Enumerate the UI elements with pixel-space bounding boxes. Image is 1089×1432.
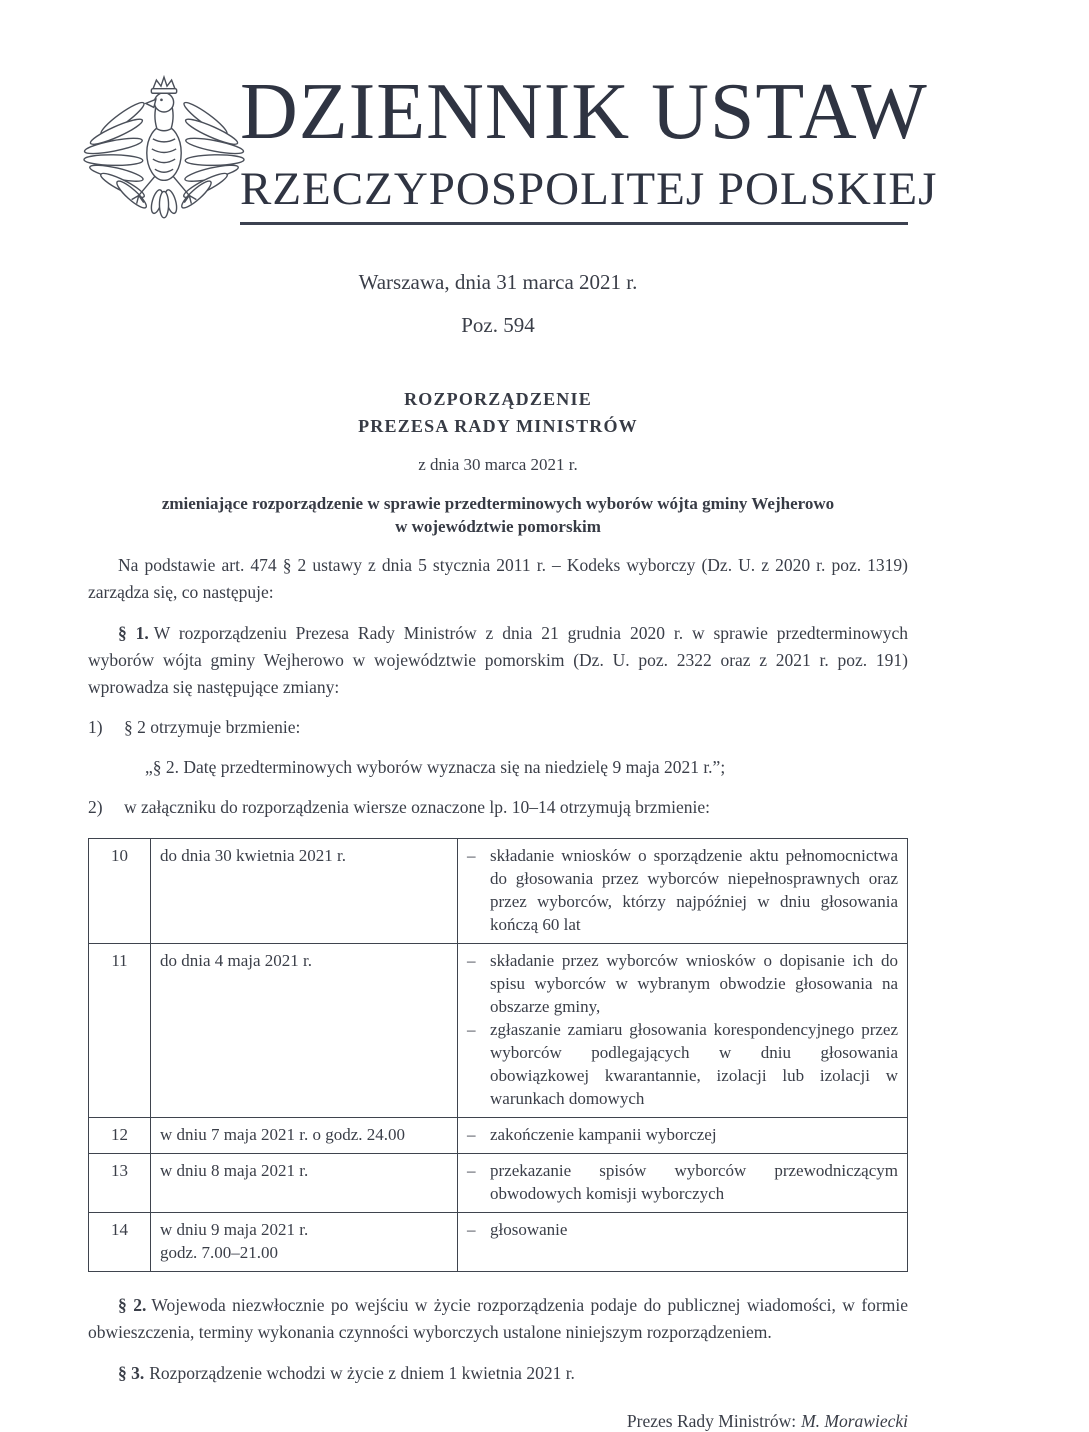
row-date-cell (151, 1213, 458, 1272)
masthead-rule (240, 222, 908, 225)
table-row (89, 1213, 908, 1272)
activity-text: przekazanie spisów wyborców przewodniczącym obwodowych komisji wyborczych (490, 1161, 898, 1203)
paragraph-3-label: § 3. (118, 1363, 145, 1383)
activity-item (467, 1218, 898, 1241)
paragraph-2 (88, 1292, 908, 1346)
polish-eagle-coat-of-arms-icon (88, 72, 240, 234)
dash-bullet: – (467, 846, 476, 865)
row-number-cell: 13 (89, 1154, 151, 1213)
row-date-cell (151, 839, 458, 944)
list-item-2-number: 2) (88, 797, 103, 817)
list-item-2-text: w załączniku do rozporządzenia wiersze oznaczone lp. 10–14 otrzymują brzmienie: (124, 797, 710, 817)
act-type-line1: ROZPORZĄDZENIE (404, 389, 592, 409)
journal-subtitle: RZECZYPOSPOLITEJ POLSKIEJ (240, 163, 938, 215)
row-activity-cell (458, 839, 908, 944)
row-activity-cell (458, 1213, 908, 1272)
row-date-cell (151, 1154, 458, 1213)
table-row (89, 839, 908, 944)
signature-name: M. Morawiecki (801, 1411, 908, 1431)
row-activity-cell (458, 944, 908, 1118)
list-item-1 (88, 714, 908, 741)
activity-item (467, 1123, 898, 1146)
dash-bullet: – (467, 1220, 476, 1239)
paragraph-3 (88, 1360, 908, 1387)
paragraph-2-label: § 2. (118, 1295, 147, 1315)
row-date-cell (151, 1118, 458, 1154)
intro-paragraph: Na podstawie art. 474 § 2 ustawy z dnia 5 stycznia 2011 r. – Kodeks wyborczy (Dz. U. z 2020 r. poz. 1319) zarządza się, co następuje: (88, 555, 908, 602)
table-row (89, 1118, 908, 1154)
list-item-1-number: 1) (88, 717, 103, 737)
activity-text: składanie wniosków o sporządzenie aktu pełnomocnictwa do głosowania przez wyborców niepełnosprawnych oraz przez wyborców, którzy najpóźniej w dniu głosowania kończą 60 lat (490, 846, 898, 934)
list-item-1-text: § 2 otrzymuje brzmienie: (124, 717, 301, 737)
position-number: Poz. 594 (461, 313, 535, 337)
row-number-cell: 11 (89, 944, 151, 1118)
activity-item (467, 1018, 898, 1110)
act-type-heading (88, 386, 908, 440)
act-date: z dnia 30 marca 2021 r. (418, 455, 578, 474)
row-date: w dniu 9 maja 2021 r. (160, 1220, 309, 1239)
paragraph-1 (88, 620, 908, 701)
row-date-cell (151, 944, 458, 1118)
act-subject (88, 492, 908, 538)
journal-title: DZIENNIK USTAW (240, 68, 928, 156)
activity-text: głosowanie (490, 1220, 568, 1239)
act-subject-line1: zmieniające rozporządzenie w sprawie przedterminowych wyborów wójta gminy Wejherowo (161, 494, 835, 513)
table-row (89, 1154, 908, 1213)
row-activity-cell (458, 1118, 908, 1154)
act-type-line2: PREZESA RADY MINISTRÓW (358, 416, 638, 436)
activity-item (467, 844, 898, 936)
paragraph-1-label: § 1. (118, 623, 149, 643)
paragraph-1-text: W rozporządzeniu Prezesa Rady Ministrów z dnia 21 grudnia 2020 r. w sprawie przedterminowych wyborów wójta gminy Wejherowo w województwie pomorskim (Dz. U. poz. 2322 oraz z 2021 r. poz. 191) wprowadza się następujące zmiany: (88, 623, 908, 697)
activity-text: zakończenie kampanii wyborczej (490, 1125, 717, 1144)
row-date: w dniu 8 maja 2021 r. (160, 1161, 309, 1180)
row-number-cell: 14 (89, 1213, 151, 1272)
signature-label: Prezes Rady Ministrów: (626, 1411, 797, 1431)
dash-bullet: – (467, 1125, 476, 1144)
dash-bullet: – (467, 1161, 476, 1180)
row-activity-cell (458, 1154, 908, 1213)
row-date: do dnia 4 maja 2021 r. (160, 951, 313, 970)
act-subject-line2: w województwie pomorskim (395, 517, 601, 536)
masthead-titles (240, 68, 938, 225)
row-date: w dniu 7 maja 2021 r. o godz. 24.00 (160, 1125, 406, 1144)
table-row (89, 944, 908, 1118)
activity-text: składanie przez wyborców wniosków o dopisanie ich do spisu wyborców w wybranym obwodzie głosowania na obszarze gminy, (490, 951, 898, 1016)
activity-text: zgłaszanie zamiaru głosowania korespondencyjnego przez wyborców podlegających w dniu głosowania obowiązkowej kwarantannie, izolacji lub izolacji w warunkach domowych (490, 1020, 898, 1108)
activity-item (467, 949, 898, 1018)
activity-item (467, 1159, 898, 1205)
masthead (88, 68, 938, 234)
row-number-cell: 10 (89, 839, 151, 944)
dash-bullet: – (467, 951, 476, 970)
row-date: do dnia 30 kwietnia 2021 r. (160, 846, 347, 865)
row-date-line2: godz. 7.00–21.00 (160, 1243, 279, 1262)
place-and-date: Warszawa, dnia 31 marca 2021 r. (358, 270, 638, 294)
paragraph-3-text: Rozporządzenie wchodzi w życie z dniem 1 kwietnia 2021 r. (149, 1363, 575, 1383)
dash-bullet: – (467, 1020, 476, 1039)
quoted-provision: „§ 2. Datę przedterminowych wyborów wyznacza się na niedzielę 9 maja 2021 r.”; (145, 757, 726, 777)
list-item-2 (88, 794, 908, 821)
paragraph-2-text: Wojewoda niezwłocznie po wejściu w życie rozporządzenia podaje do publicznej wiadomości, w formie obwieszczenia, terminy wykonania czynności wyborczych ustalone niniejszym rozporządzeniem. (88, 1295, 909, 1342)
row-number-cell: 12 (89, 1118, 151, 1154)
election-calendar-table (88, 838, 908, 1272)
signature-line (88, 1411, 908, 1432)
